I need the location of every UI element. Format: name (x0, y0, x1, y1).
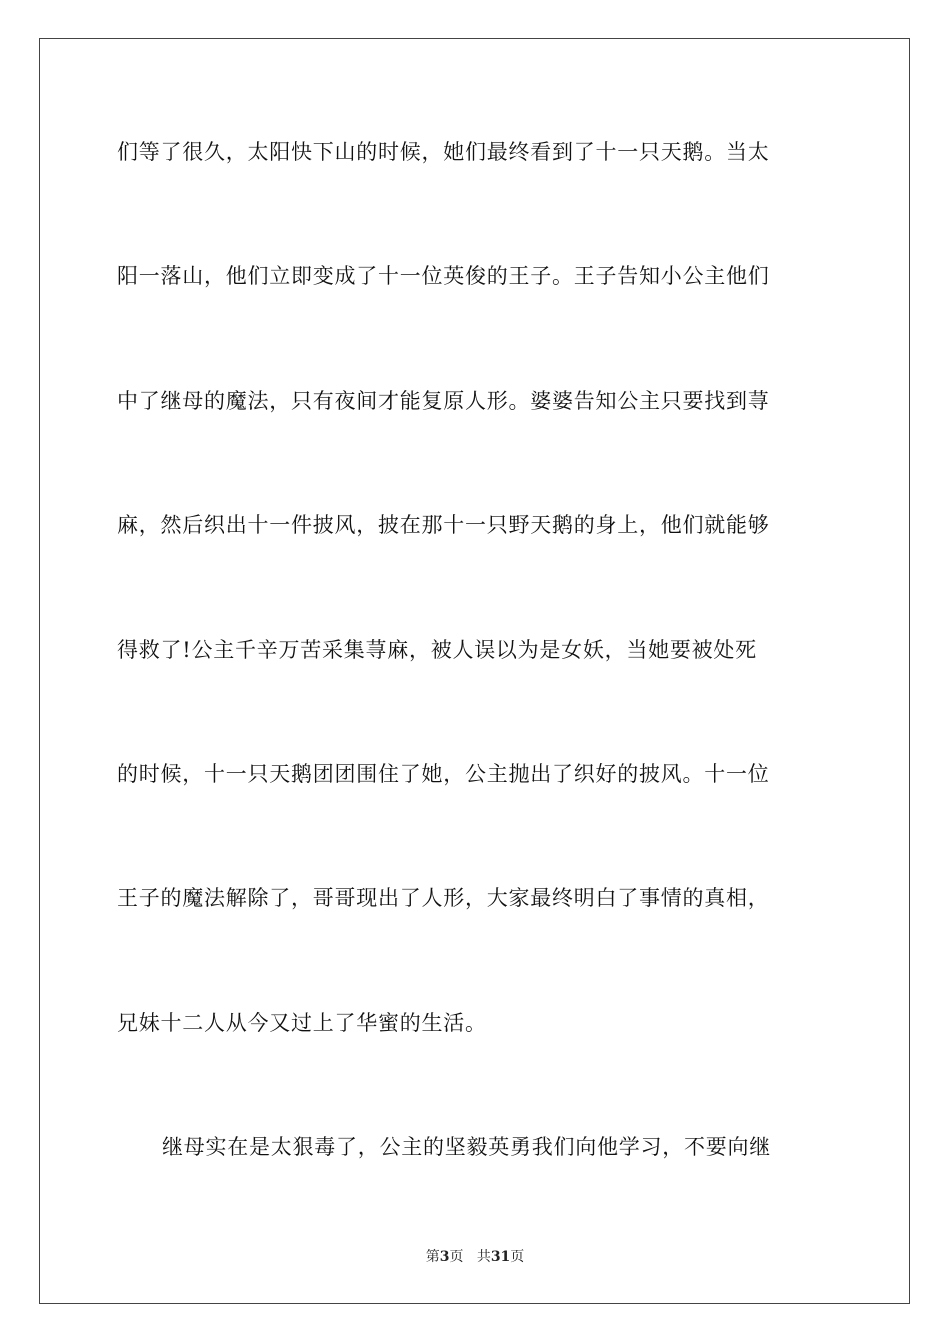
total-prefix: 共 (476, 1249, 491, 1265)
page-suffix: 页 (449, 1249, 464, 1265)
text-line: 中了继母的魔法，只有夜间才能复原人形。婆婆告知公主只要找到荨 (117, 388, 770, 413)
text-line: 麻，然后织出十一件披风，披在那十一只野天鹅的身上，他们就能够 (117, 513, 770, 538)
text-line: 王子的魔法解除了，哥哥现出了人形，大家最终明白了事情的真相， (117, 886, 770, 911)
text-line: 阳一落山，他们立即变成了十一位英俊的王子。王子告知小公主他们 (117, 264, 770, 289)
page-prefix: 第 (425, 1249, 440, 1265)
page-number: 3 (439, 1249, 450, 1265)
total-pages: 31 (490, 1249, 511, 1265)
page-footer (0, 1247, 950, 1267)
text-line: 们等了很久，太阳快下山的时候，她们最终看到了十一只天鹅。当太 (117, 140, 770, 164)
total-suffix: 页 (510, 1249, 525, 1265)
text-line: 的时候，十一只天鹅团团围住了她，公主抛出了织好的披风。十一位 (117, 761, 770, 786)
text-line: 兄妹十二人从今又过上了华蜜的生活。 (117, 1010, 487, 1035)
document-body (117, 127, 833, 1247)
text-line: 得救了!公主千辛万苦采集荨麻，被人误以为是女妖，当她要被处死 (117, 637, 757, 662)
text-line-indented: 继母实在是太狠毒了，公主的坚毅英勇我们向他学习，不要向继 (162, 1135, 771, 1160)
